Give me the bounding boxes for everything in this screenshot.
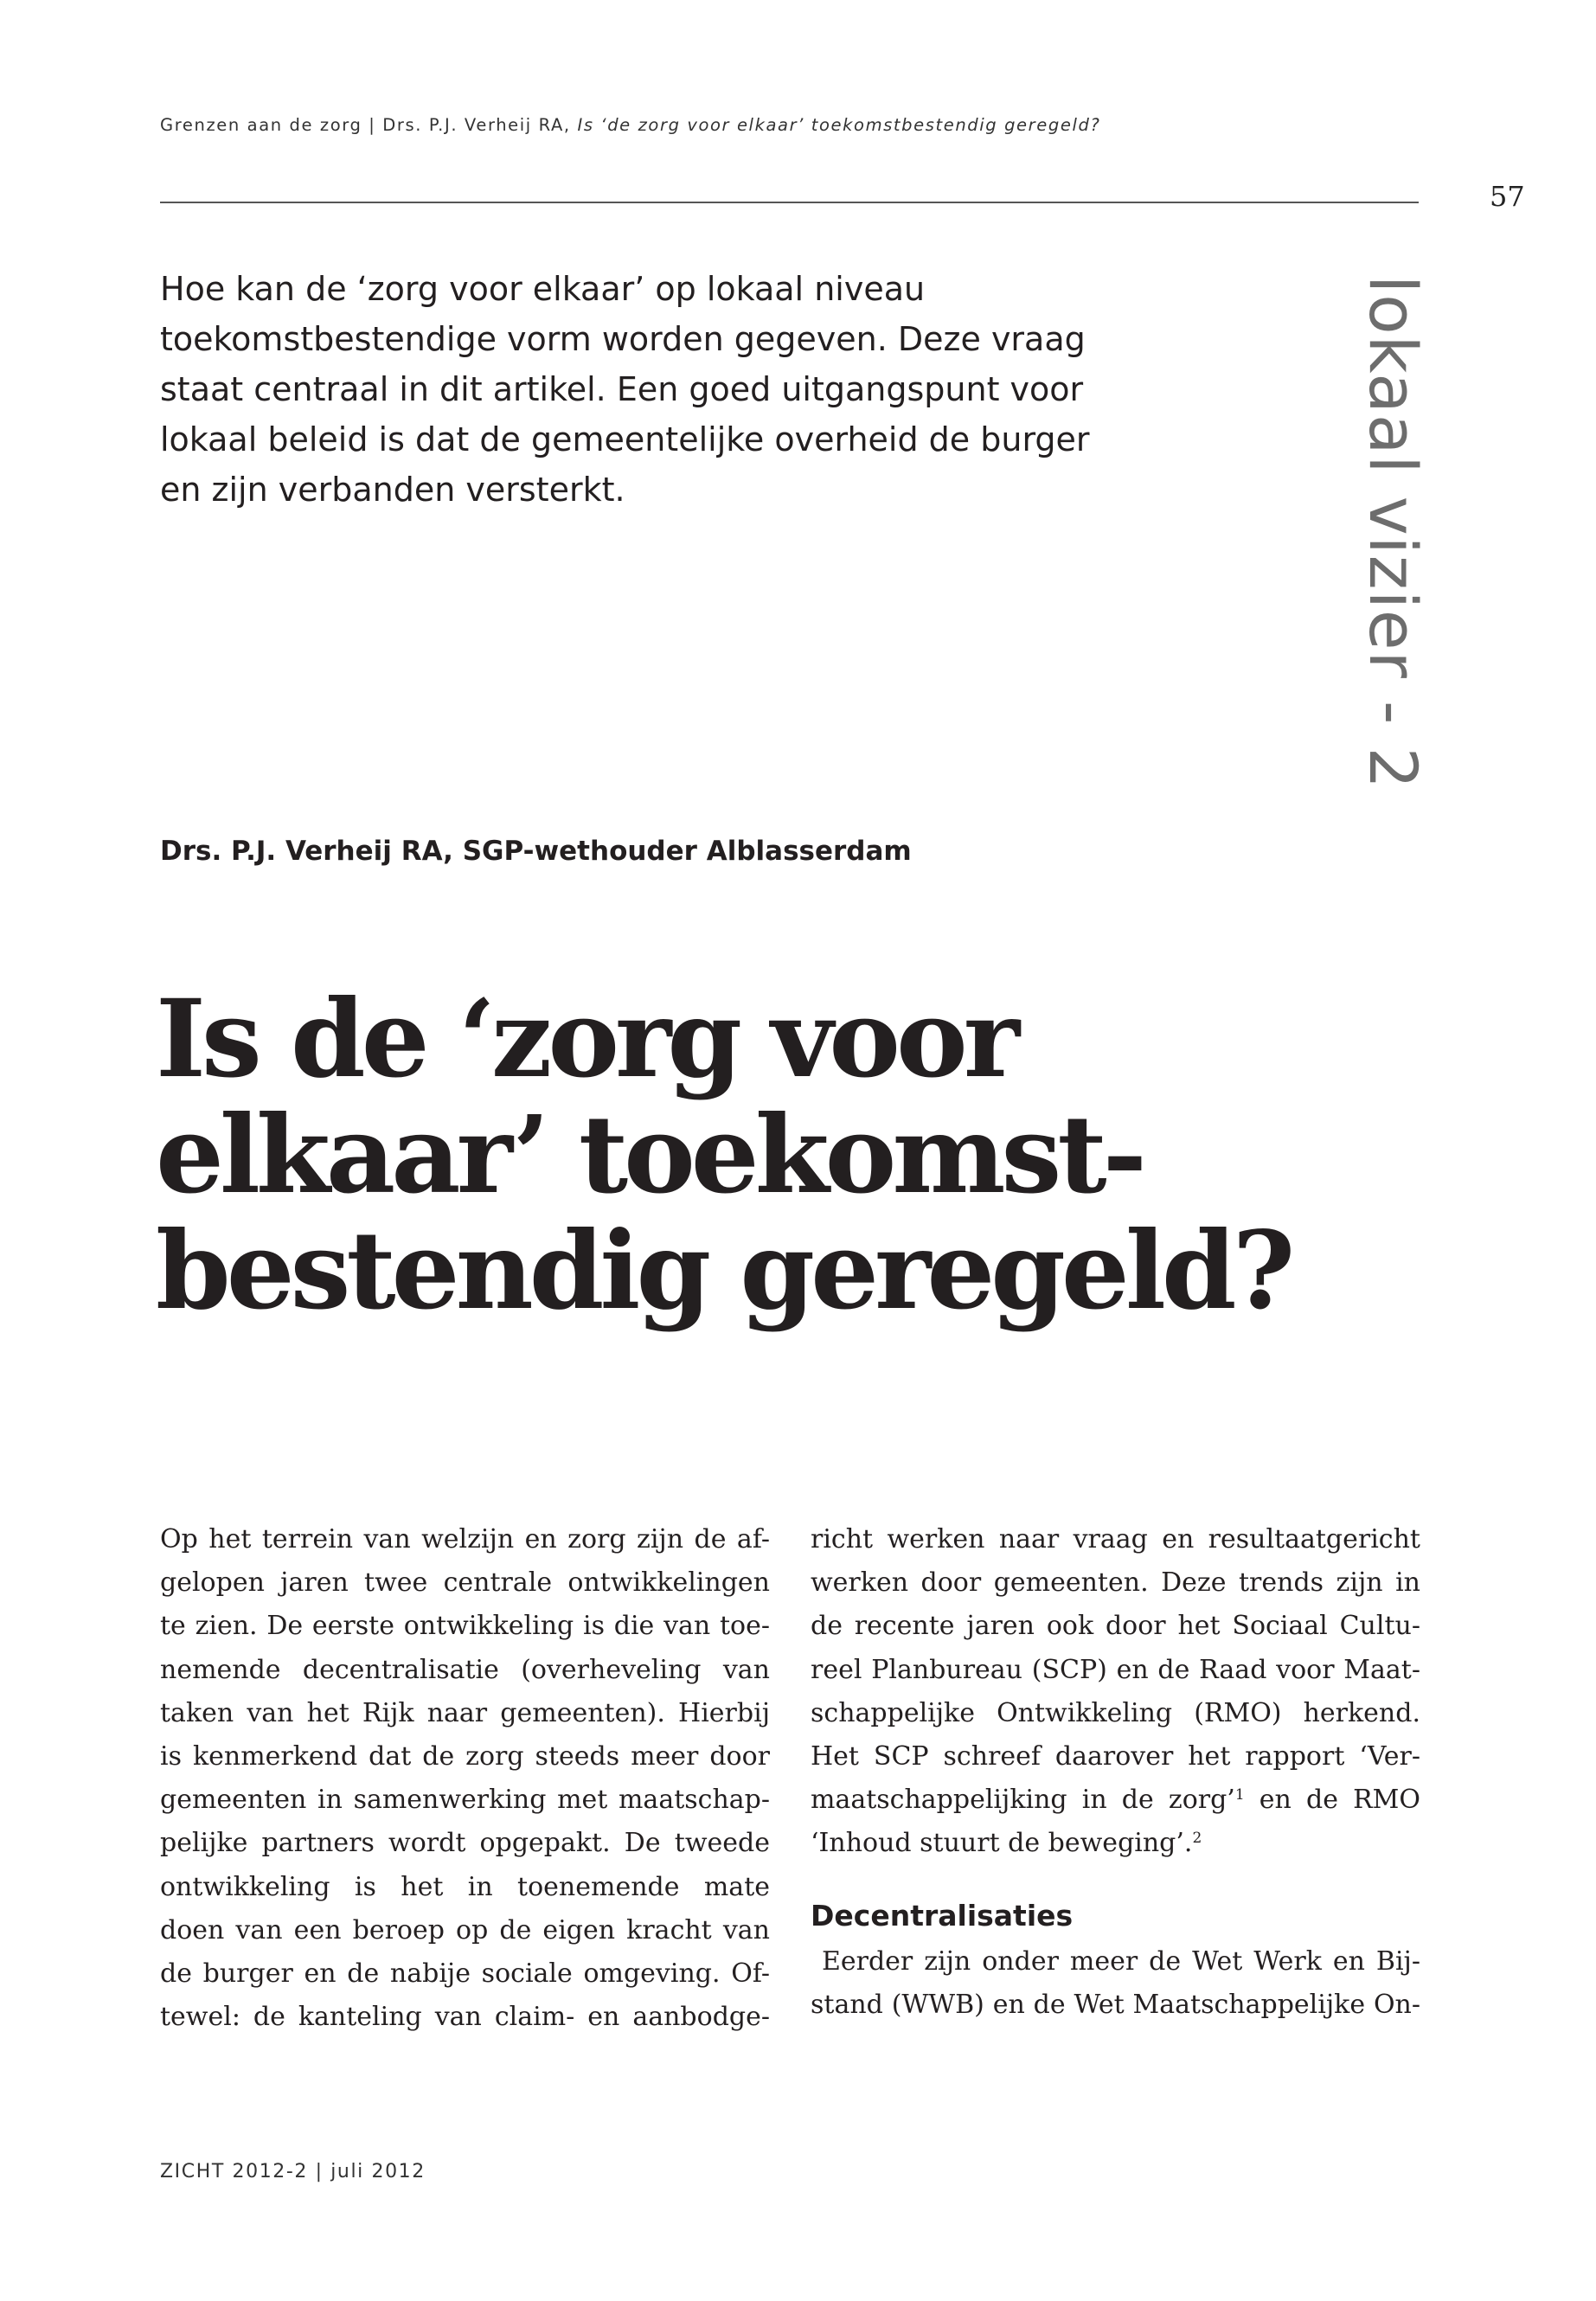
body-line: nemende decentralisatie (overheveling van xyxy=(160,1654,770,1685)
body-column-right xyxy=(811,1518,1420,2027)
body-column-left xyxy=(160,1518,770,2039)
intro-line: lokaal beleid is dat de gemeentelijke overheid de burger xyxy=(160,420,1090,458)
body-line: Eerder zijn onder meer de Wet Werk en Bij- xyxy=(811,1945,1420,1977)
body-line: stand (WWB) en de Wet Maatschappelijke On- xyxy=(811,1989,1420,2020)
body-line: is kenmerkend dat de zorg steeds meer door xyxy=(160,1741,770,1772)
title-line: Is de ‘zorg voor xyxy=(156,977,1016,1102)
article-title xyxy=(156,977,1292,1334)
body-line: de burger en de nabije sociale omgeving. Of- xyxy=(160,1958,770,1990)
body-line: werken door gemeenten. Deze trends zijn in xyxy=(811,1567,1420,1599)
body-line: gemeenten in samenwerking met maatschap- xyxy=(160,1785,770,1816)
intro-paragraph xyxy=(160,264,1129,515)
body-line: reel Planbureau (SCP) en de Raad voor Maat- xyxy=(811,1654,1420,1685)
body-line: taken van het Rijk naar gemeenten). Hierbij xyxy=(160,1697,770,1728)
body-line: te zien. De eerste ontwikkeling is die van toe- xyxy=(160,1611,770,1642)
intro-line: staat centraal in dit artikel. Een goed uitgangspunt voor xyxy=(160,370,1084,408)
running-head-article-title: Is ‘de zorg voor elkaar’ toekomstbestendig geregeld? xyxy=(577,115,1101,135)
body-text: en de RMO xyxy=(1244,1785,1420,1816)
footnote-ref-1[interactable]: 1 xyxy=(1234,1786,1245,1804)
subheading-decentralisaties: Decentralisaties xyxy=(811,1898,1074,1932)
intro-line: Hoe kan de ‘zorg voor elkaar’ op lokaal niveau xyxy=(160,270,926,308)
body-line: pelijke partners wordt opgepakt. De tweede xyxy=(160,1828,770,1859)
body-line: schappelijke Ontwikkeling (RMO) herkend. xyxy=(811,1697,1420,1728)
header-rule xyxy=(160,202,1419,203)
body-line: Op het terrein van welzijn en zorg zijn de af- xyxy=(160,1524,770,1554)
running-head-source: Grenzen aan de zorg | Drs. P.J. Verheij RA, xyxy=(160,115,578,135)
body-line: gelopen jaren twee centrale ontwikkelingen xyxy=(160,1567,770,1599)
body-line: ontwikkeling is het in toenemende mate xyxy=(160,1871,770,1902)
footnote-ref-2[interactable]: 2 xyxy=(1192,1830,1202,1848)
body-line-footnote-1 xyxy=(811,1779,1420,1822)
body-text: maatschappelijking in de zorg’ xyxy=(811,1785,1235,1816)
page-number: 57 xyxy=(1490,180,1525,213)
page-footer: ZICHT 2012-2 | juli 2012 xyxy=(160,2161,426,2182)
body-line: Het SCP schreef daarover het rapport ‘Ver- xyxy=(811,1741,1420,1772)
section-label: lokaal vizier - 2 xyxy=(1355,275,1432,790)
title-line: bestendig geregeld? xyxy=(156,1208,1292,1334)
author-byline: Drs. P.J. Verheij RA, SGP-wethouder Alblasserdam xyxy=(160,836,912,867)
body-line: tewel: de kanteling van claim- en aanbodge- xyxy=(160,2002,770,2033)
body-text: ‘Inhoud stuurt de beweging’. xyxy=(811,1828,1193,1859)
title-line: elkaar’ toekomst- xyxy=(156,1093,1144,1218)
body-line-footnote-2 xyxy=(811,1822,1420,1865)
body-line: richt werken naar vraag en resultaatgericht xyxy=(811,1524,1420,1554)
running-head xyxy=(160,115,1100,135)
intro-line: en zijn verbanden versterkt. xyxy=(160,471,625,509)
intro-line: toekomstbestendige vorm worden gegeven. Deze vraag xyxy=(160,320,1086,358)
body-line: doen van een beroep op de eigen kracht van xyxy=(160,1914,770,1945)
body-line: de recente jaren ook door het Sociaal Cultu- xyxy=(811,1611,1420,1642)
